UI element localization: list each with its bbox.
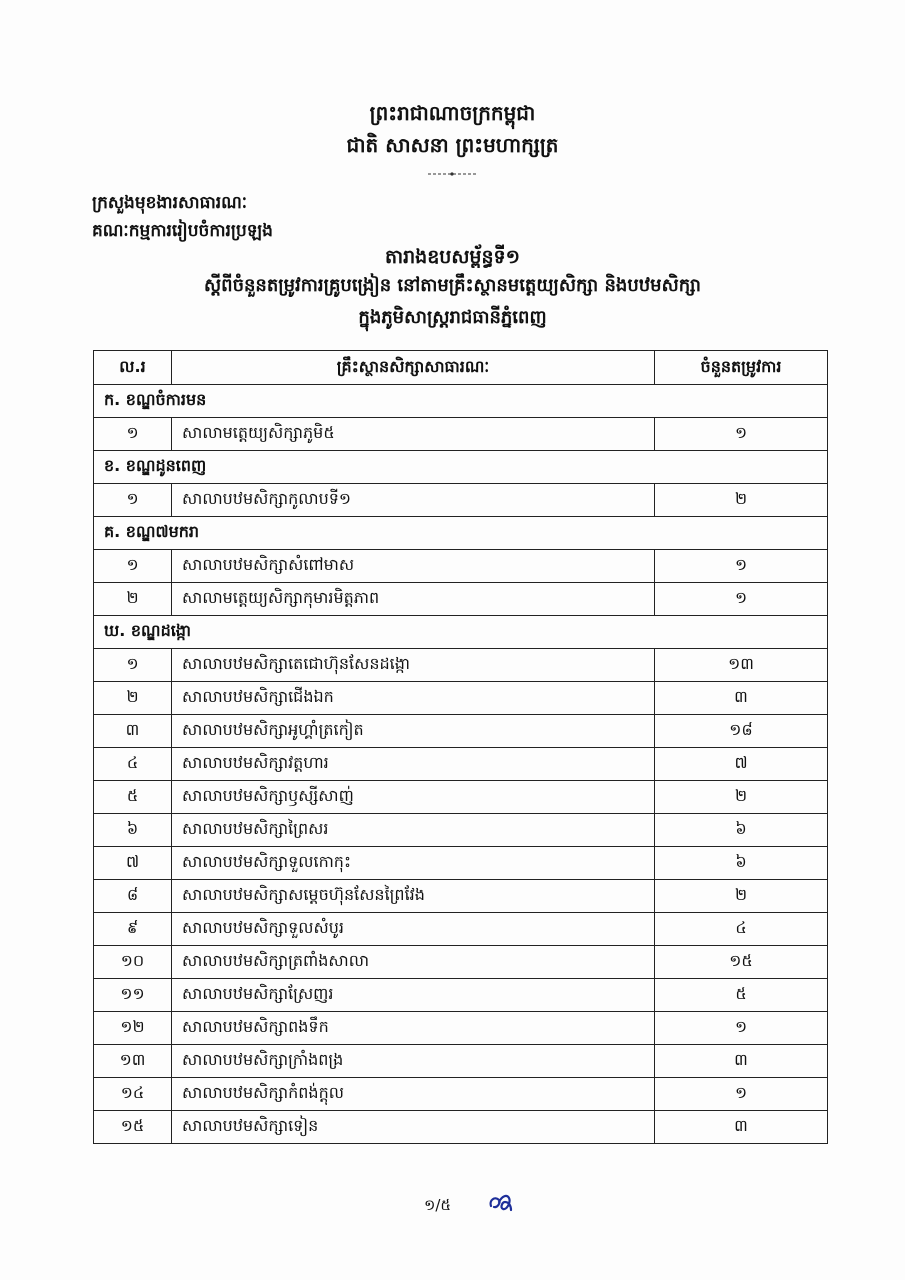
row-count: ៥ bbox=[655, 979, 828, 1012]
row-count: ១ bbox=[655, 550, 828, 583]
table-row bbox=[94, 880, 828, 913]
section-row bbox=[94, 517, 828, 550]
row-count: ៤ bbox=[655, 913, 828, 946]
table-row bbox=[94, 814, 828, 847]
table-row bbox=[94, 550, 828, 583]
table-row bbox=[94, 748, 828, 781]
row-number: ១៥ bbox=[94, 1111, 172, 1144]
row-number: ៣ bbox=[94, 715, 172, 748]
row-school: សាលាបឋមសិក្សាវត្តហារ bbox=[172, 748, 655, 781]
row-school: សាលាបឋមសិក្សាព្រៃសរ bbox=[172, 814, 655, 847]
row-school: សាលាបឋមសិក្សាទៀន bbox=[172, 1111, 655, 1144]
row-school: សាលាបឋមសិក្សាពងទឹក bbox=[172, 1012, 655, 1045]
row-school: សាលាបឋមសិក្សាត្រពាំងសាលា bbox=[172, 946, 655, 979]
row-number: ១ bbox=[94, 418, 172, 451]
table-row bbox=[94, 1012, 828, 1045]
row-school: សាលាបឋមសិក្សាទួលសំបូរ bbox=[172, 913, 655, 946]
row-count: ៣ bbox=[655, 682, 828, 715]
row-school: សាលាមត្តេយ្យសិក្សាភូមិ៥ bbox=[172, 418, 655, 451]
table-row bbox=[94, 1111, 828, 1144]
table-row bbox=[94, 583, 828, 616]
row-school: សាលាបឋមសិក្សាអូហ្គាំត្រកៀត bbox=[172, 715, 655, 748]
row-number: ៥ bbox=[94, 781, 172, 814]
row-count: ៦ bbox=[655, 847, 828, 880]
table-row bbox=[94, 979, 828, 1012]
table-row bbox=[94, 682, 828, 715]
row-count: ២ bbox=[655, 484, 828, 517]
row-number: ១២ bbox=[94, 1012, 172, 1045]
row-count: ៣ bbox=[655, 1045, 828, 1078]
row-school: សាលាបឋមសិក្សាសំពៅមាស bbox=[172, 550, 655, 583]
table-row bbox=[94, 649, 828, 682]
page-footer bbox=[0, 1196, 905, 1218]
table-row bbox=[94, 781, 828, 814]
row-count: ៣ bbox=[655, 1111, 828, 1144]
row-count: ១ bbox=[655, 583, 828, 616]
row-count: ២ bbox=[655, 781, 828, 814]
row-count: ១៥ bbox=[655, 946, 828, 979]
committee-name: គណៈកម្មការរៀបចំការប្រឡង bbox=[92, 221, 273, 241]
table-row bbox=[94, 847, 828, 880]
national-motto: ជាតិ សាសនា ព្រះមហាក្សត្រ bbox=[346, 133, 559, 157]
table-row bbox=[94, 913, 828, 946]
row-number: ៧ bbox=[94, 847, 172, 880]
table-row bbox=[94, 1078, 828, 1111]
row-count: ៧ bbox=[655, 748, 828, 781]
row-number: ១ bbox=[94, 550, 172, 583]
section-row bbox=[94, 616, 828, 649]
table-row bbox=[94, 418, 828, 451]
row-count: ២ bbox=[655, 880, 828, 913]
section-title: ក. ខណ្ឌចំការមន bbox=[94, 385, 828, 418]
row-count: ១៨ bbox=[655, 715, 828, 748]
annex-title: តារាងឧបសម្ព័ន្ធទី១ bbox=[385, 246, 520, 268]
row-school: សាលាបឋមសិក្សាកំពង់ក្តុល bbox=[172, 1078, 655, 1111]
section-title: ឃ. ខណ្ឌដង្កោ bbox=[94, 616, 828, 649]
row-school: សាលាបឋមសិក្សាឫស្សីសាញ់ bbox=[172, 781, 655, 814]
table-header-row bbox=[94, 351, 828, 385]
document-location: ក្នុងភូមិសាស្ត្ររាជធានីភ្នំពេញ bbox=[358, 307, 547, 328]
header-count: ចំនួនតម្រូវការ bbox=[655, 351, 828, 385]
row-count: ៦ bbox=[655, 814, 828, 847]
row-school: សាលាបឋមសិក្សាសម្តេចហ៊ុនសែនព្រៃវែង bbox=[172, 880, 655, 913]
page-number: ១/៥ bbox=[423, 1196, 452, 1214]
divider-ornament bbox=[428, 172, 476, 176]
ministry-name: ក្រសួងមុខងារសាធារណៈ bbox=[92, 193, 248, 213]
row-count: ១ bbox=[655, 1012, 828, 1045]
row-number: ២ bbox=[94, 682, 172, 715]
row-number: ១ bbox=[94, 649, 172, 682]
row-school: សាលាបឋមសិក្សាទួលកោកុះ bbox=[172, 847, 655, 880]
signature-initial-icon bbox=[487, 1190, 515, 1214]
row-number: ១៤ bbox=[94, 1078, 172, 1111]
row-school: សាលាបឋមសិក្សាក្រាំងពង្រ bbox=[172, 1045, 655, 1078]
row-school: សាលាបឋមសិក្សាស្រែញរ bbox=[172, 979, 655, 1012]
row-count: ១៣ bbox=[655, 649, 828, 682]
table-row bbox=[94, 715, 828, 748]
row-number: ៨ bbox=[94, 880, 172, 913]
kingdom-title: ព្រះរាជាណាចក្រកម្ពុជា bbox=[369, 101, 536, 125]
row-school: សាលាមត្តេយ្យសិក្សាកុមារមិត្តភាព bbox=[172, 583, 655, 616]
row-number: ២ bbox=[94, 583, 172, 616]
section-title: ខ. ខណ្ឌដូនពេញ bbox=[94, 451, 828, 484]
row-number: ៩ bbox=[94, 913, 172, 946]
schools-table bbox=[93, 350, 828, 1144]
row-number: ១០ bbox=[94, 946, 172, 979]
row-school: សាលាបឋមសិក្សាជើងឯក bbox=[172, 682, 655, 715]
table-row bbox=[94, 946, 828, 979]
section-title: គ. ខណ្ឌ៧មករា bbox=[94, 517, 828, 550]
row-number: ១៣ bbox=[94, 1045, 172, 1078]
section-row bbox=[94, 385, 828, 418]
row-count: ១ bbox=[655, 418, 828, 451]
row-number: ៤ bbox=[94, 748, 172, 781]
row-number: ១១ bbox=[94, 979, 172, 1012]
table-row bbox=[94, 1045, 828, 1078]
row-count: ១ bbox=[655, 1078, 828, 1111]
table-row bbox=[94, 484, 828, 517]
header-school: គ្រឹះស្ថានសិក្សាសាធារណៈ bbox=[172, 351, 655, 385]
document-subject: ស្តីពីចំនួនតម្រូវការគ្រូបង្រៀន នៅតាមគ្រឹះស្ថានមត្តេយ្យសិក្សា និងបឋមសិក្សា bbox=[204, 275, 701, 296]
row-number: ១ bbox=[94, 484, 172, 517]
row-school: សាលាបឋមសិក្សាតេជោហ៊ុនសែនដង្កោ bbox=[172, 649, 655, 682]
row-number: ៦ bbox=[94, 814, 172, 847]
section-row bbox=[94, 451, 828, 484]
row-school: សាលាបឋមសិក្សាកូលាបទី១ bbox=[172, 484, 655, 517]
header-number: ល.រ bbox=[94, 351, 172, 385]
